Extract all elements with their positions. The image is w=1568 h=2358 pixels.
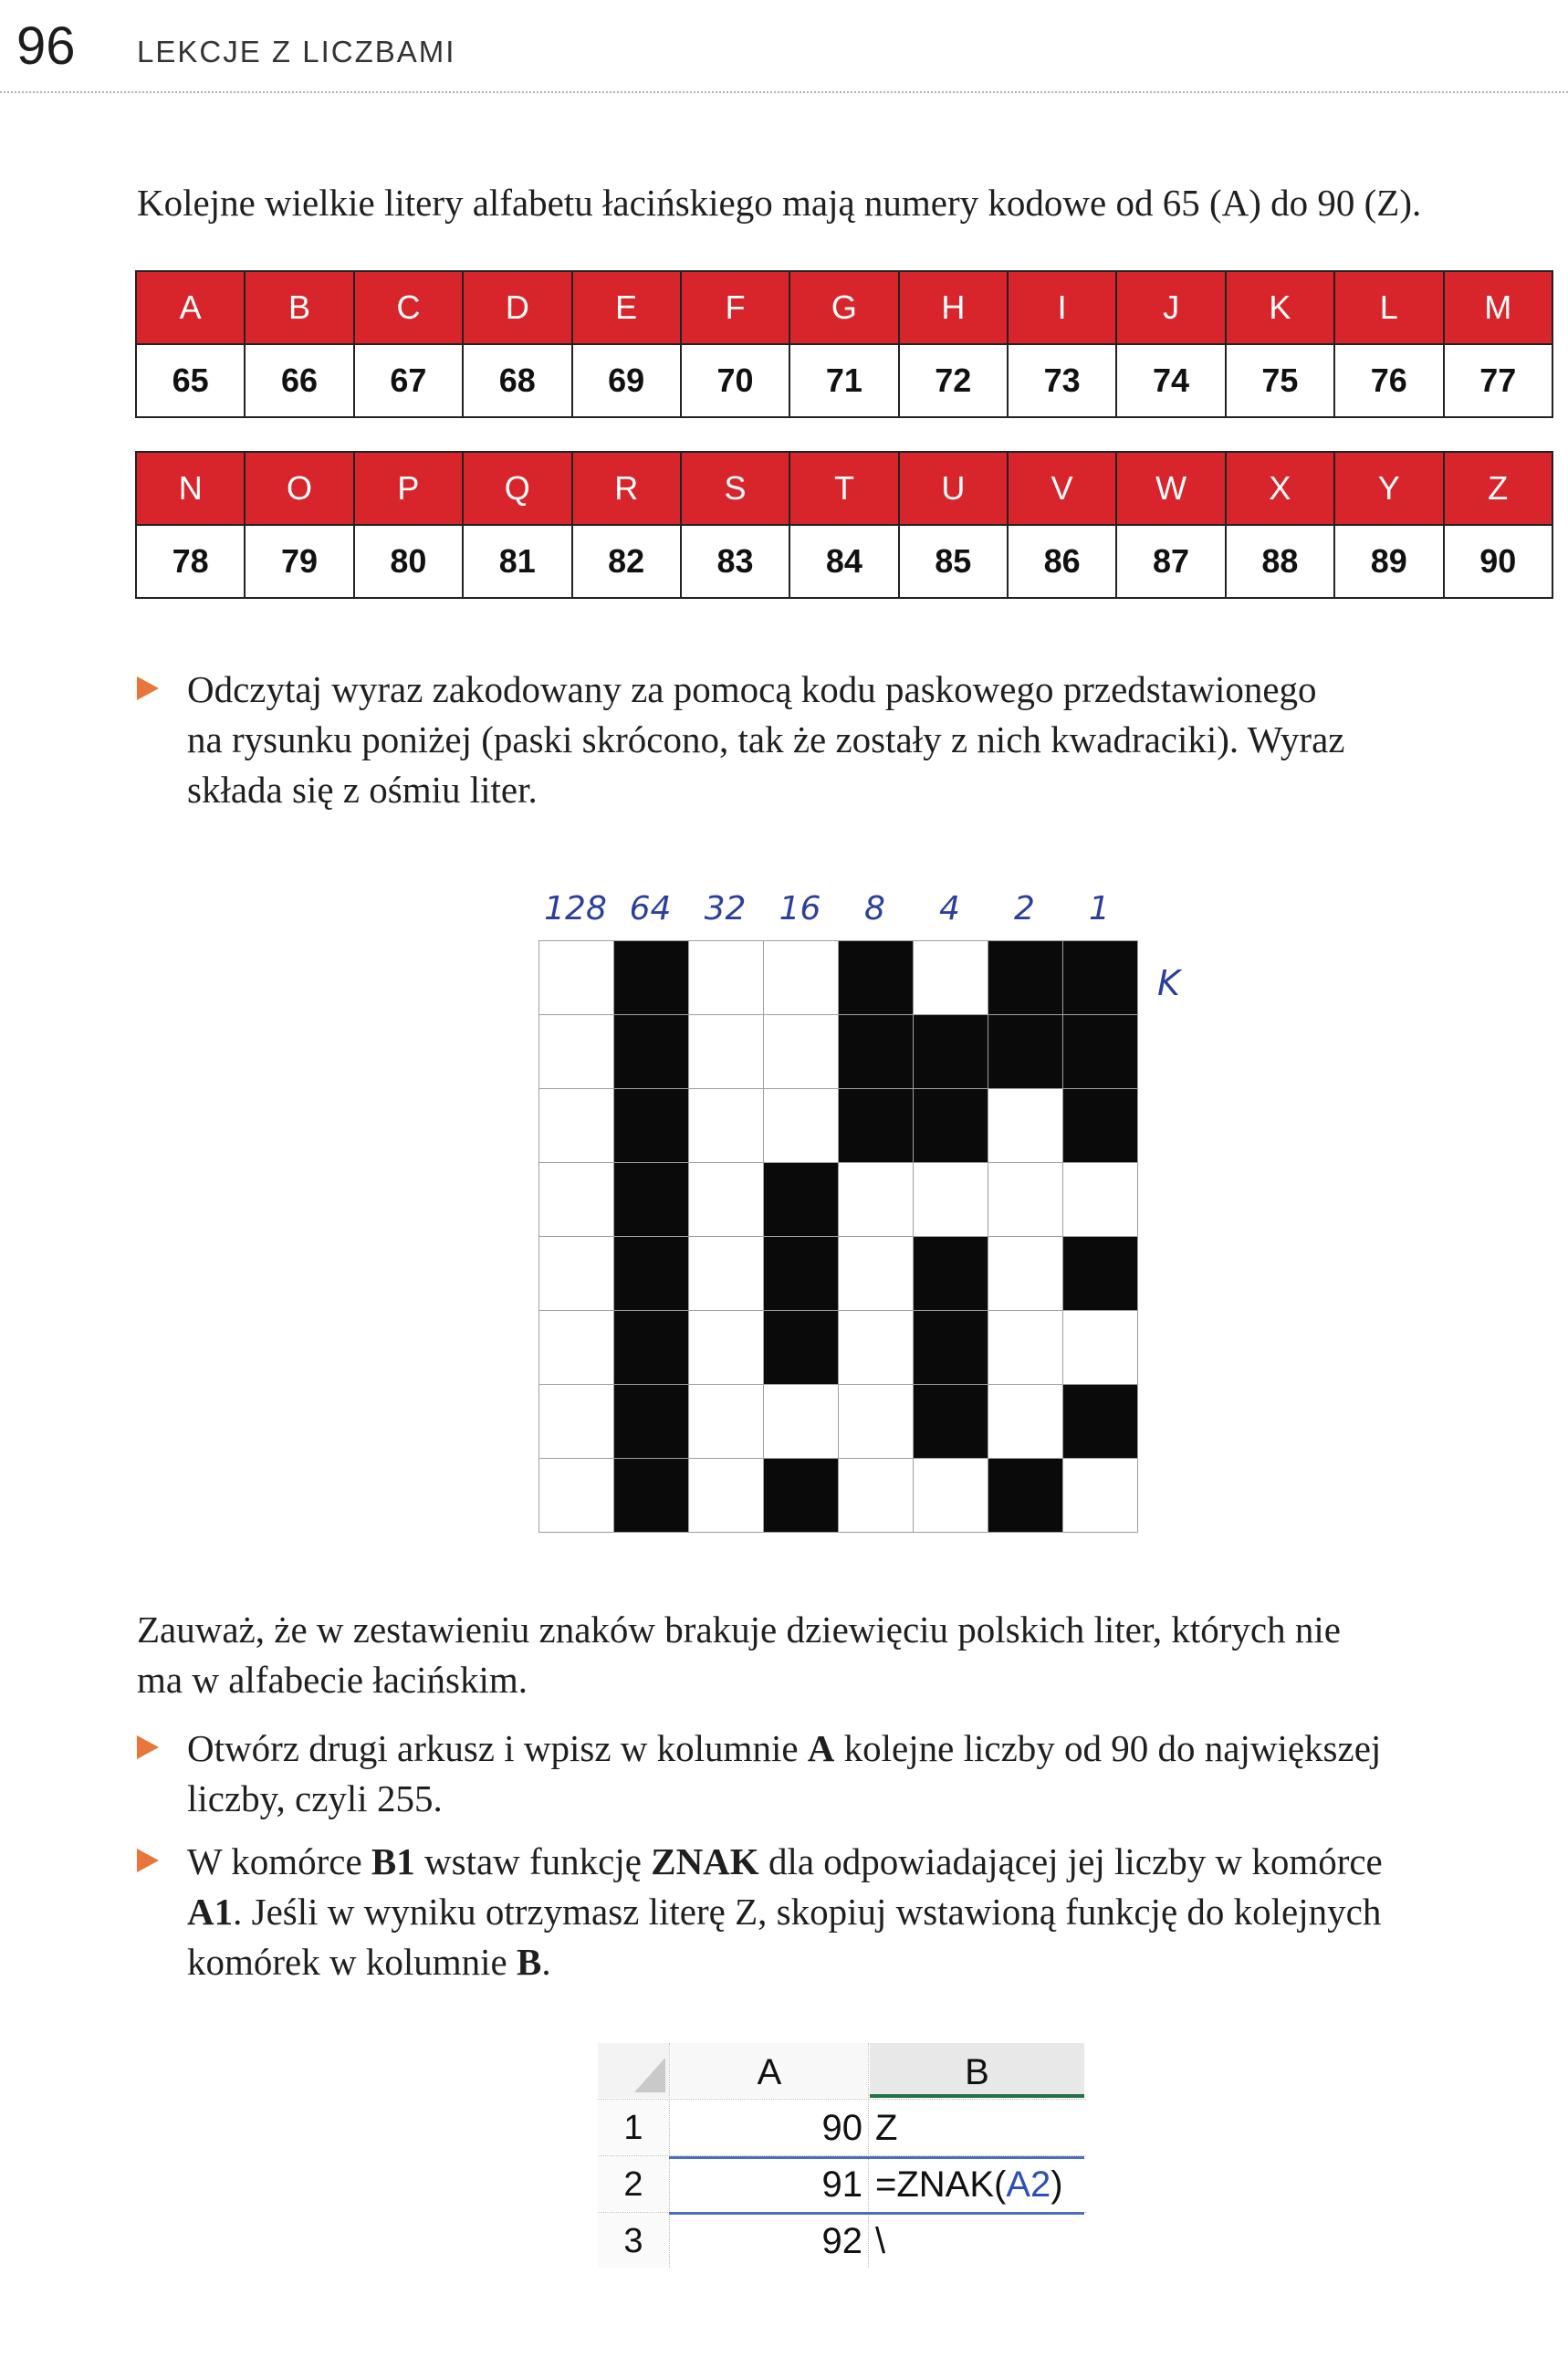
barcode-cell-filled: [614, 941, 689, 1015]
bold-term: A1: [187, 1891, 234, 1933]
text-line: [187, 1774, 1556, 1824]
code-cell: 71: [789, 344, 898, 417]
barcode-cell-empty: [689, 1089, 764, 1163]
barcode-cell-empty: [988, 1385, 1063, 1459]
barcode-cell-filled: [1063, 1089, 1138, 1163]
letter-cell: P: [354, 452, 463, 525]
column-header-a: A: [671, 2043, 868, 2098]
barcode-cell-filled: [614, 1015, 689, 1089]
corner-triangle-icon: [634, 2058, 665, 2092]
text-span: liczby, czyli 255.: [187, 1777, 443, 1819]
barcode-row: [539, 941, 1138, 1015]
code-cell: 66: [245, 344, 353, 417]
barcode-cell-empty: [839, 1163, 914, 1237]
barcode-cell-empty: [689, 1459, 764, 1533]
letter-cell: S: [681, 452, 789, 525]
text-span: kolejne liczby od 90 do największej: [834, 1727, 1382, 1769]
letter-cell: D: [463, 271, 571, 344]
barcode-cell-filled: [1063, 1015, 1138, 1089]
barcode-cell-empty: [539, 1015, 614, 1089]
page-number: 96: [16, 16, 76, 76]
code-cell: 90: [1444, 525, 1553, 598]
barcode-cell-filled: [614, 1311, 689, 1385]
barcode-cell-filled: [988, 941, 1063, 1015]
barcode-cell-empty: [1063, 1311, 1138, 1385]
bit-label: 32: [704, 890, 747, 927]
code-cell: 73: [1008, 344, 1116, 417]
formula-text: =ZNAK(: [875, 2164, 1007, 2205]
letter-cell: J: [1116, 271, 1225, 344]
barcode-cell-empty: [539, 1237, 614, 1311]
bit-label: 2: [1014, 890, 1035, 927]
text-span: . Jeśli w wyniku otrzymasz literę Z, skopiuj wstawioną funkcję do kolejnych: [233, 1891, 1382, 1933]
formula-text: ): [1051, 2164, 1063, 2205]
barcode-cell-empty: [539, 1385, 614, 1459]
barcode-cell-empty: [839, 1385, 914, 1459]
code-cell: 74: [1116, 344, 1225, 417]
letter-cell: N: [136, 452, 245, 525]
code-cell: 67: [354, 344, 463, 417]
barcode-grid: [538, 940, 1138, 1533]
barcode-cell-empty: [1063, 1459, 1138, 1533]
codes-row: [136, 344, 1552, 417]
letter-cell: B: [245, 271, 353, 344]
barcode-cell-filled: [614, 1089, 689, 1163]
text-line: ma w alfabecie łacińskim.: [137, 1659, 528, 1701]
chapter-title: LEKCJE Z LICZBAMI: [137, 35, 456, 68]
barcode-cell-empty: [539, 1089, 614, 1163]
code-cell: 87: [1116, 525, 1225, 598]
code-cell: 78: [136, 525, 245, 598]
text-line: Zauważ, że w zestawieniu znaków brakuje dziewięciu polskich liter, których nie: [137, 1609, 1341, 1651]
text-span: komórek w kolumnie: [187, 1941, 517, 1983]
barcode-cell-empty: [764, 941, 839, 1015]
code-cell: 83: [681, 525, 789, 598]
barcode-cell-filled: [614, 1385, 689, 1459]
bullet-arrow-icon: [137, 1735, 159, 1759]
barcode-cell-filled: [914, 1015, 988, 1089]
text-span: wstaw funkcję: [414, 1840, 652, 1882]
letter-cell: W: [1116, 452, 1225, 525]
barcode-cell-empty: [689, 1163, 764, 1237]
letter-cell: H: [899, 271, 1008, 344]
code-cell: 70: [681, 344, 789, 417]
barcode-cell-filled: [764, 1459, 839, 1533]
barcode-cell-filled: [988, 1459, 1063, 1533]
barcode-cell-filled: [614, 1459, 689, 1533]
barcode-cell-empty: [539, 1459, 614, 1533]
barcode-cell-filled: [914, 1089, 988, 1163]
barcode-cell-empty: [689, 941, 764, 1015]
letter-cell: X: [1226, 452, 1334, 525]
barcode-cell-filled: [764, 1311, 839, 1385]
code-cell: 75: [1226, 344, 1334, 417]
letter-cell: I: [1008, 271, 1116, 344]
barcode-cell-filled: [839, 1089, 914, 1163]
row-header: 3: [598, 2213, 669, 2268]
letters-row: [136, 271, 1552, 344]
text-line: na rysunku poniżej (paski skrócono, tak że zostały z nich kwadraciki). Wyraz: [187, 718, 1345, 760]
letter-cell: A: [136, 271, 245, 344]
select-all-corner: [598, 2043, 669, 2098]
barcode-cell-empty: [1063, 1163, 1138, 1237]
letter-cell: Y: [1334, 452, 1443, 525]
cell-b1: Z: [875, 2108, 898, 2148]
letter-cell: L: [1334, 271, 1443, 344]
barcode-cell-empty: [839, 1459, 914, 1533]
barcode-cell-empty: [689, 1237, 764, 1311]
barcode-cell-empty: [689, 1385, 764, 1459]
barcode-row: [539, 1163, 1138, 1237]
bold-term: B1: [371, 1840, 415, 1882]
barcode-row: [539, 1385, 1138, 1459]
bit-label: 1: [1089, 890, 1110, 927]
letter-cell: G: [789, 271, 898, 344]
barcode-cell-empty: [539, 1163, 614, 1237]
barcode-cell-empty: [914, 941, 988, 1015]
barcode-cell-filled: [839, 941, 914, 1015]
code-cell: 82: [572, 525, 681, 598]
code-cell: 89: [1334, 525, 1443, 598]
code-cell: 68: [463, 344, 571, 417]
spreadsheet-snippet: [598, 2043, 1086, 2268]
code-cell: 88: [1226, 525, 1334, 598]
bullet-arrow-icon: [137, 676, 159, 700]
barcode-cell-empty: [988, 1237, 1063, 1311]
text-line: Odczytaj wyraz zakodowany za pomocą kodu paskowego przedstawionego: [187, 668, 1317, 710]
text-line: [187, 1724, 1556, 1774]
text-line: składa się z ośmiu liter.: [187, 769, 538, 811]
barcode-cell-empty: [539, 941, 614, 1015]
code-cell: 77: [1444, 344, 1553, 417]
barcode-cell-empty: [988, 1163, 1063, 1237]
letter-cell: M: [1444, 271, 1553, 344]
code-cell: 85: [899, 525, 1008, 598]
text-span: dla odpowiadającej jej liczby w komórce: [758, 1840, 1383, 1882]
barcode-cell-empty: [839, 1237, 914, 1311]
barcode-cell-filled: [614, 1163, 689, 1237]
barcode-row: [539, 1459, 1138, 1533]
letter-cell: C: [354, 271, 463, 344]
barcode-cell-filled: [614, 1237, 689, 1311]
code-cell: 79: [245, 525, 353, 598]
bit-label: 16: [779, 890, 821, 927]
column-header-b: B: [870, 2043, 1084, 2098]
barcode-row: [539, 1015, 1138, 1089]
cell-a1: 90: [821, 2108, 862, 2148]
barcode-cell-filled: [764, 1237, 839, 1311]
barcode-row: [539, 1089, 1138, 1163]
code-cell: 86: [1008, 525, 1116, 598]
row-header: 1: [598, 2100, 669, 2154]
barcode-cell-filled: [988, 1015, 1063, 1089]
handwritten-annotation: K: [1157, 963, 1180, 1003]
bold-term: A: [807, 1727, 835, 1769]
barcode-cell-empty: [988, 1311, 1063, 1385]
barcode-cell-filled: [1063, 1385, 1138, 1459]
barcode-cell-empty: [764, 1015, 839, 1089]
cell-a2: 91: [821, 2164, 862, 2205]
text-line: [187, 1937, 1556, 1987]
barcode-row: [539, 1237, 1138, 1311]
barcode-cell-filled: [839, 1015, 914, 1089]
code-cell: 76: [1334, 344, 1443, 417]
code-cell: 84: [789, 525, 898, 598]
code-table-a-m: [135, 270, 1553, 418]
barcode-cell-empty: [764, 1385, 839, 1459]
instruction-read-barcode: [187, 665, 1556, 815]
bit-label: 128: [544, 890, 607, 927]
code-cell: 65: [136, 344, 245, 417]
code-table-n-z: [135, 451, 1553, 599]
code-cell: 72: [899, 344, 1008, 417]
letter-cell: O: [245, 452, 353, 525]
note-paragraph: [137, 1605, 1561, 1705]
barcode-cell-filled: [1063, 941, 1138, 1015]
barcode-cell-empty: [988, 1089, 1063, 1163]
cell-a3: 92: [821, 2221, 862, 2261]
intro-paragraph: Kolejne wielkie litery alfabetu łacińskiego mają numery kodowe od 65 (A) do 90 (Z).: [137, 182, 1422, 224]
barcode-cell-empty: [839, 1311, 914, 1385]
barcode-cell-filled: [914, 1237, 988, 1311]
bullet-arrow-icon: [137, 1849, 159, 1872]
letter-cell: R: [572, 452, 681, 525]
text-span: W komórce: [187, 1840, 371, 1882]
code-cell: 80: [354, 525, 463, 598]
text-line: [187, 1837, 1556, 1887]
letter-cell: V: [1008, 452, 1116, 525]
barcode-cell-empty: [764, 1089, 839, 1163]
barcode-cell-filled: [914, 1385, 988, 1459]
cell-b3: \: [875, 2221, 886, 2261]
barcode-cell-filled: [914, 1311, 988, 1385]
letter-cell: K: [1226, 271, 1334, 344]
barcode-cell-empty: [914, 1163, 988, 1237]
bit-label: 8: [864, 890, 885, 927]
barcode-cell-filled: [764, 1163, 839, 1237]
code-cell: 81: [463, 525, 571, 598]
letter-cell: Q: [463, 452, 571, 525]
bold-term: B: [516, 1941, 542, 1983]
codes-row: [136, 525, 1552, 598]
barcode-cell-empty: [689, 1311, 764, 1385]
letter-cell: E: [572, 271, 681, 344]
bold-term: ZNAK: [651, 1840, 759, 1882]
instruction-insert-function: [187, 1837, 1556, 1987]
barcode-cell-empty: [914, 1459, 988, 1533]
text-span: Otwórz drugi arkusz i wpisz w kolumnie: [187, 1727, 808, 1769]
barcode-cell-empty: [689, 1015, 764, 1089]
letter-cell: U: [899, 452, 1008, 525]
instruction-open-sheet: [187, 1724, 1556, 1824]
header-divider: [0, 91, 1568, 93]
formula-reference: A2: [1006, 2164, 1051, 2205]
text-span: .: [541, 1941, 551, 1983]
bit-label: 64: [629, 890, 672, 927]
letter-cell: F: [681, 271, 789, 344]
letter-cell: Z: [1444, 452, 1553, 525]
cell-b2-formula: [872, 2156, 1090, 2211]
barcode-cell-filled: [1063, 1237, 1138, 1311]
letters-row: [136, 452, 1552, 525]
letter-cell: T: [789, 452, 898, 525]
barcode-row: [539, 1311, 1138, 1385]
bit-label: 4: [939, 890, 960, 927]
code-cell: 69: [572, 344, 681, 417]
row-header: 2: [598, 2156, 669, 2211]
text-line: [187, 1887, 1556, 1937]
barcode-cell-empty: [539, 1311, 614, 1385]
